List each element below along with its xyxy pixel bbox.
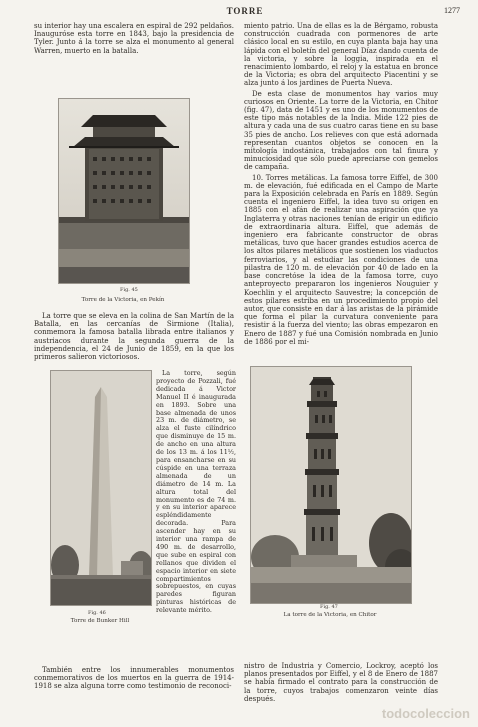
pekin-tower-illustration xyxy=(59,99,189,283)
left-bottom-paragraph: También entre los innumerables monumentos conmemorativos de los muertos en la guerra de 1914-1918 se alza alguna torre como testimonio de reconoci- xyxy=(34,666,234,691)
left-top-paragraph: su interior hay una escalera en espiral de 292 peldaños. Inauguróse esta torre en 1843, bajo la presidencia de Tyler. Junto á la torre se alza el monumento al general Warren, muerto en la batalla. xyxy=(34,22,234,55)
left-middle-paragraph: La torre que se eleva en la colina de San Martín de la Batalla, en las cercanías de Sirmione (Italia), conmemora la famosa batalla librada entre italianos y austriacos durante la segunda guerra de la independencia, el 24 de Junio de 1859, en la que los primeros salieron victoriosos. xyxy=(34,312,234,362)
bunker-hill-obelisk-illustration xyxy=(51,371,151,605)
fig-45-label: Fig. 45 xyxy=(120,287,138,293)
page-header xyxy=(30,4,460,20)
fig-47-label: Fig. 47 xyxy=(320,604,338,610)
fig-47-caption: La torre de la Victoria, en Chitor xyxy=(283,612,377,618)
fig-46-label: Fig. 46 xyxy=(88,610,106,616)
fig-45-caption: Torre de la Victoria, en Pekín xyxy=(81,297,165,303)
fig-46-caption: Torre de Bunker Hill xyxy=(70,618,130,624)
figure-47-image xyxy=(250,366,412,604)
figure-45-image xyxy=(58,98,190,284)
running-head: TORRE xyxy=(226,6,264,16)
chitor-tower-illustration xyxy=(251,367,411,603)
page-number: 1277 xyxy=(444,6,460,15)
right-bottom-paragraph: nistro de Industria y Comercio, Lockroy, aceptó los planos presentados por Eiffel, y el 8 de Enero de 1887 se había firmado el contrato para la construcción de la torre, cuyos trabajos comenzaron veinte días después. xyxy=(244,662,438,703)
watermark: todocoleccion xyxy=(381,706,470,721)
figure-46-image xyxy=(50,370,152,606)
left-narrow-paragraph: La torre, según proyecto de Pozzali, fué dedicada á Victor Manuel II é inaugurada en 1893. Sobre una base almenada de unos 23 m. de diámetro, se alza el fuste cilíndrico que disminuye de 15 m. de ancho en una altura de los 13 m. á los 11½, para ensancharse en su cúspide en una terraza almenada de un diámetro de 14 m. La altura total del monumento es de 74 m. y en su interior aparece espléndidamente decorada. Para ascender hay en su interior una rampa de 490 m. de desarrollo, que sube en espiral con rellanos que dividen el espacio interior en siete compartimientos sobrepuestos, en cuyas paredes figuran pinturas históricas de relevante mérito. xyxy=(156,369,236,615)
right-top-paragraph: miento patrio. Una de ellas es la de Bérgamo, robusta construcción cuadrada con pormenores de arte clásico local en su estilo, en cuya planta baja hay una lápida con el boletín del general Díaz dando cuenta de la victoria, y sobre la loggia, inspirada en el renacimiento lombardo, el reloj y la estatua en bronce de la Victoria; es obra del arquitecto Piacentini y se alza junto á los jardines de Puerta Nueva. De esta clase de monumentos hay varios muy curiosos en Oriente. La torre de la Victoria, en Chitor (fig. 47), data de 1451 y es uno de los monumentos de este tipo más notables de la India. Mide 122 pies de altura y cada una de sus cuatro caras tiene en su base 35 pies de ancho. Los relieves con que está adornada representan cuantos objetos se conocen en la mitología indostánica, trabajados con tal finura y minuciosidad que sólo puede apreciarse con gemelos de campaña. 10. Torres metálicas. La famosa torre Eiffel, de 300 m. de elevación, fué edificada en el Campo de Marte para la Exposición celebrada en París en 1889. Según cuenta el ingeniero Eiffel, la idea tuvo su origen en 1885 con el afán de realizar una aspiración que ya Inglaterra y otras naciones tenían de erigir un edificio de extraordinaria altura. Eiffel, que además de ingeniero era fabricante constructor de obras metálicas, tuvo que hacer grandes estudios acerca de los altos pilares metálicos que sostienen los viaductos ferroviarios, y al estudiar las condiciones de una pilastra de 120 m. de elevación por 40 de lado en la base concretóse la idea de la famosa torre, cuyo anteproyecto prepararon los ingenieros Nouguier y Koechlin y el arquitecto Sauvestre; la concepción de estos pilares estriba en un procedimiento propio del autor, que consiste en dar á las aristas de la pirámide que forma el pilar la curvatura conveniente para resistir á la fuerza del viento; las obras empezaron en Enero de 1887 y fué una Comisión nombrada en Junio de 1886 por el mi- xyxy=(244,22,438,346)
